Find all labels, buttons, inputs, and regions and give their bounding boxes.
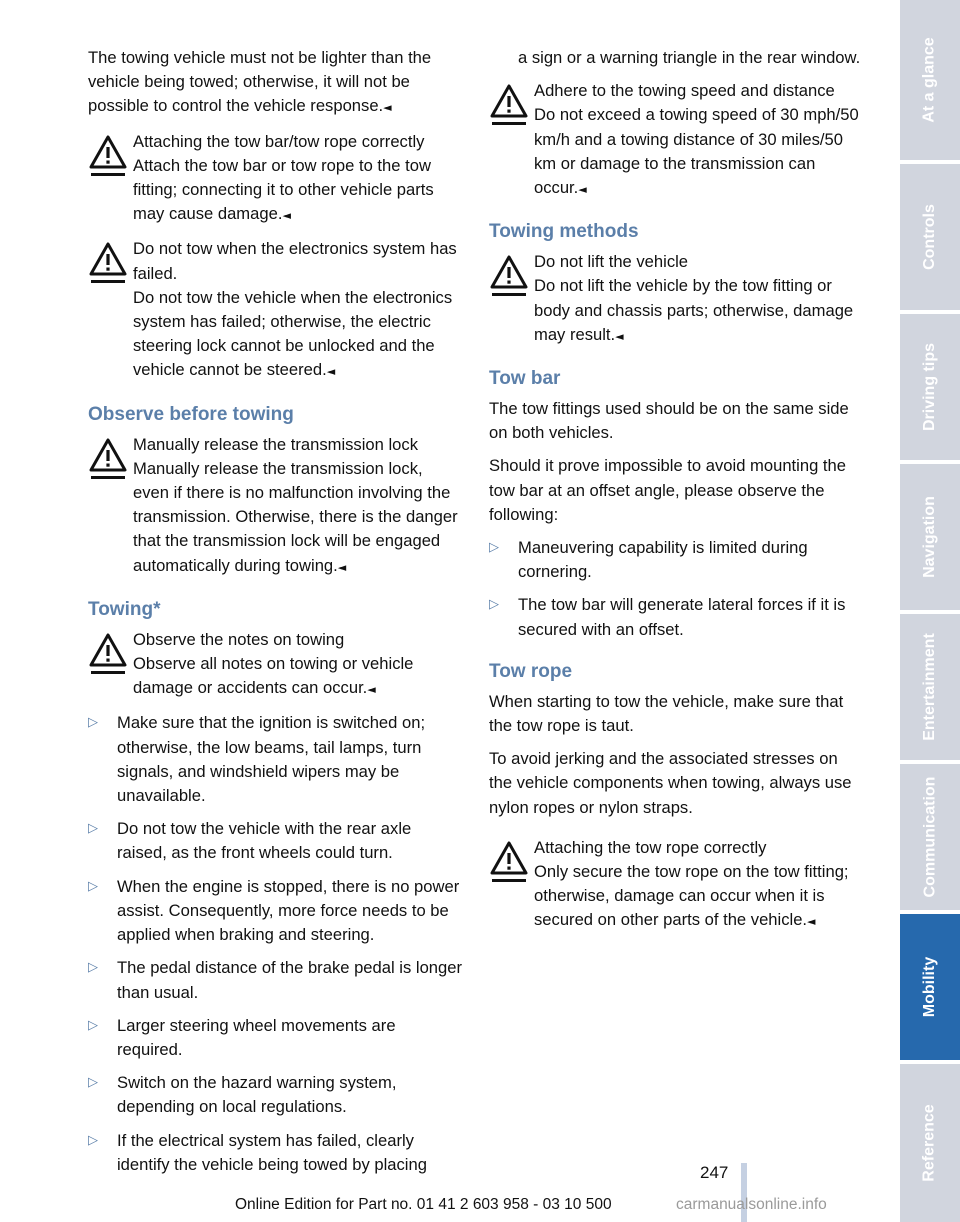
heading-towing-methods: Towing methods: [489, 221, 639, 243]
warning-body: Only secure the tow rope on the tow fitting; otherwise, damage can occur when it is secured on other parts of the vehicle.: [534, 862, 849, 930]
warning-title: Adhere to the towing speed and distance: [534, 81, 835, 101]
warning-body: Manually release the transmission lock, even if there is no malfunction involving the transmission. Otherwise, there is the danger that the transmission lock will be engaged automatically during towing.: [133, 458, 458, 575]
bullet-triangle-icon: ▷: [88, 1075, 98, 1091]
tow-bar-bullet-list: [489, 536, 863, 642]
tab-controls[interactable]: Controls: [900, 164, 960, 310]
warning-body: Do not lift the vehicle by the tow fitting or body and chassis parts; otherwise, damage may result.: [534, 276, 854, 344]
bullet-triangle-icon: ▷: [489, 540, 499, 556]
warning-triangle-icon: [88, 436, 128, 482]
warning-triangle-icon: [489, 839, 529, 885]
right-column: [489, 46, 863, 944]
warning-title: Observe the notes on towing: [133, 629, 345, 649]
bullet-triangle-icon: ▷: [88, 878, 98, 894]
list-item: ▷ When the engine is stopped, there is no power assist. Consequently, more force needs to be applied when braking and steering.: [88, 876, 460, 945]
warning-triangle-icon: [489, 82, 529, 128]
bullet-triangle-icon: ▷: [88, 1132, 98, 1148]
warning-triangle-icon: [88, 240, 128, 286]
warning-speed: Adhere to the towing speed and distance Do not exceed a towing speed of 30 mph/50 km/h and a towing distance of 30 miles/50 km or damage to the transmission can occur.◄: [489, 79, 863, 202]
list-item: ▷ Do not tow the vehicle with the rear axle raised, as the front wheels could turn.: [88, 819, 412, 863]
warning-electronics: Do not tow when the electronics system has failed. Do not tow the vehicle when the electronics system has failed; otherwise, the electric steering lock cannot be unlocked and the vehicle cannot be steered.◄: [88, 237, 463, 384]
end-mark: ◄: [383, 101, 392, 115]
list-item: ▷ Make sure that the ignition is switched on; otherwise, the low beams, tail lamps, turn signals, and windshield wipers may be unavailable.: [88, 713, 426, 806]
tab-communication[interactable]: Communication: [900, 764, 960, 910]
tab-at-a-glance[interactable]: At a glance: [900, 0, 960, 160]
page-number: 247: [700, 1163, 729, 1182]
warning-body: Attach the tow bar or tow rope to the tow fitting; connecting it to other vehicle parts may cause damage.: [133, 155, 434, 224]
warning-title: Manually release the transmission lock: [133, 434, 418, 454]
heading-observe-before-towing: Observe before towing: [88, 403, 294, 425]
bullet-triangle-icon: ▷: [88, 960, 98, 976]
list-item: ▷ The tow bar will generate lateral forces if it is secured with an offset.: [489, 595, 846, 639]
warning-body: Do not tow the vehicle when the electronics system has failed; otherwise, the electric steering lock cannot be unlocked and the vehicle cannot be steered.: [133, 287, 453, 380]
warning-title: Attaching the tow bar/tow rope correctly: [133, 131, 425, 151]
intro-paragraph: The towing vehicle must not be lighter than the vehicle being towed; otherwise, it will not be possible to control the vehicle response.◄: [88, 48, 432, 116]
warning-body: Do not exceed a towing speed of 30 mph/50 km/h and a towing distance of 30 miles/50 km or damage to the transmission can occur.: [534, 105, 859, 198]
list-item: ▷ The pedal distance of the brake pedal is longer than usual.: [88, 958, 463, 1002]
warning-tow-bar: Attaching the tow bar/tow rope correctly Attach the tow bar or tow rope to the tow fitting; connecting it to other vehicle parts may cause damage.◄: [88, 130, 463, 229]
heading-tow-rope: Tow rope: [489, 660, 573, 682]
warning-triangle-icon: [489, 253, 529, 299]
bullet-triangle-icon: ▷: [88, 715, 98, 731]
bullet-triangle-icon: ▷: [489, 597, 499, 613]
warning-body: Observe all notes on towing or vehicle damage or accidents can occur.: [133, 654, 414, 698]
tab-entertainment[interactable]: Entertainment: [900, 614, 960, 760]
warning-transmission: Manually release the transmission lock Manually release the transmission lock, even if there is no malfunction involving the transmission. Otherwise, there is the danger that the transmission lock will be engaged automatically during towing.◄: [88, 433, 463, 580]
tow-rope-paragraph: When starting to tow the vehicle, make sure that the tow rope is taut.: [489, 691, 844, 736]
towing-bullet-list: [88, 711, 463, 1176]
left-column: [88, 46, 463, 1186]
heading-towing: Towing*: [88, 598, 161, 620]
heading-tow-bar: Tow bar: [489, 368, 561, 390]
tow-bar-paragraph: The tow fittings used should be on the same side on both vehicles.: [489, 399, 849, 443]
bullet-triangle-icon: ▷: [88, 821, 98, 837]
list-item: ▷ Maneuvering capability is limited during cornering.: [489, 538, 808, 582]
list-item: ▷ If the electrical system has failed, clearly identify the vehicle being towed by placing: [88, 1130, 427, 1174]
warning-lift: Do not lift the vehicle Do not lift the vehicle by the tow fitting or body and chassis parts; otherwise, damage may result.◄: [489, 250, 863, 349]
continued-bullet-text: a sign or a warning triangle in the rear window.: [518, 48, 861, 67]
watermark: carmanualsonline.info: [676, 1196, 827, 1213]
list-item: ▷ Larger steering wheel movements are required.: [88, 1015, 396, 1059]
tow-bar-paragraph: Should it prove impossible to avoid mounting the tow bar at an offset angle, please observe the following:: [489, 456, 846, 524]
bullet-triangle-icon: ▷: [88, 1017, 98, 1033]
footer-edition-text: Online Edition for Part no. 01 41 2 603 958 - 03 10 500: [235, 1196, 612, 1213]
warning-title: Do not tow when the electronics system has failed.: [133, 239, 457, 283]
chapter-sidebar: [900, 0, 960, 1222]
tab-reference[interactable]: Reference: [900, 1064, 960, 1222]
warning-title: Attaching the tow rope correctly: [534, 837, 767, 857]
tow-rope-paragraph: To avoid jerking and the associated stresses on the vehicle components when towing, always use nylon ropes or nylon straps.: [489, 749, 852, 817]
warning-triangle-icon: [88, 133, 128, 179]
list-item: ▷ Switch on the hazard warning system, depending on local regulations.: [88, 1073, 397, 1117]
warning-triangle-icon: [88, 631, 128, 677]
tab-navigation[interactable]: Navigation: [900, 464, 960, 610]
tab-mobility[interactable]: Mobility: [900, 914, 960, 1060]
tab-driving-tips[interactable]: Driving tips: [900, 314, 960, 460]
warning-notes: Observe the notes on towing Observe all notes on towing or vehicle damage or accidents can occur.◄: [88, 628, 463, 703]
warning-title: Do not lift the vehicle: [534, 252, 689, 272]
warning-rope: Attaching the tow rope correctly Only secure the tow rope on the tow fitting; otherwise, damage can occur when it is secured on other parts of the vehicle.◄: [489, 836, 863, 935]
